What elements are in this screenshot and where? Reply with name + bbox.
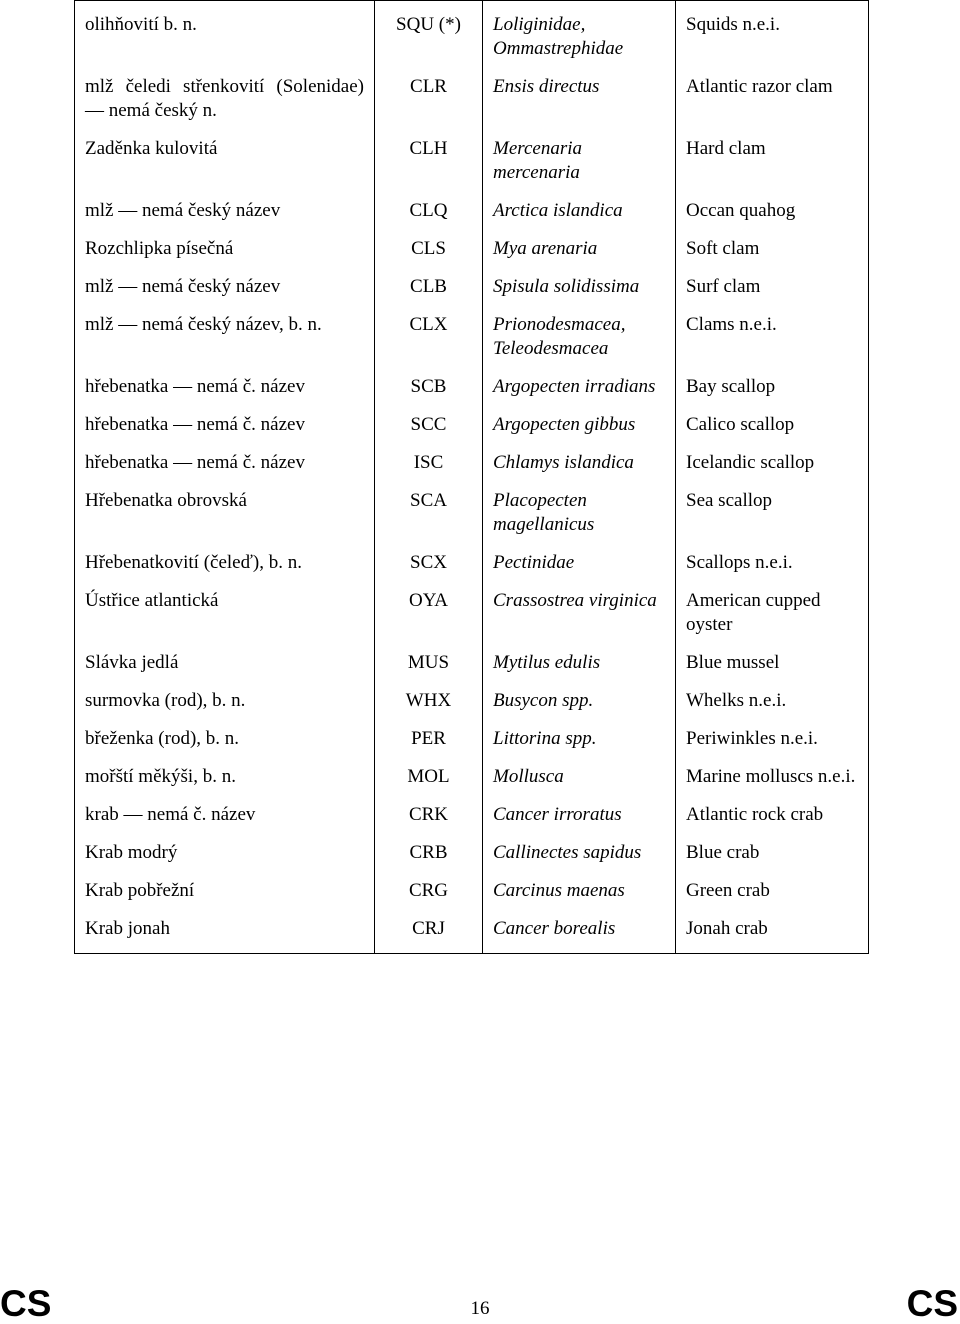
table-row xyxy=(75,365,869,403)
latin-name-cell: Mytilus edulis xyxy=(483,641,676,679)
table-row xyxy=(75,227,869,265)
czech-name-cell: mořští měkýši, b. n. xyxy=(75,755,375,793)
czech-name-cell: mlž — nemá český název xyxy=(75,265,375,303)
english-name-cell: Sea scallop xyxy=(676,479,869,541)
latin-name-cell: Cancer irroratus xyxy=(483,793,676,831)
latin-name-cell: Argopecten gibbus xyxy=(483,403,676,441)
english-name-cell: Calico scallop xyxy=(676,403,869,441)
english-name-cell: Icelandic scallop xyxy=(676,441,869,479)
species-table-body xyxy=(75,1,869,954)
table-row xyxy=(75,303,869,365)
czech-name-cell: hřebenatka — nemá č. název xyxy=(75,403,375,441)
table-row xyxy=(75,579,869,641)
language-mark-right: CS xyxy=(906,1283,958,1324)
table-row xyxy=(75,717,869,755)
latin-name-cell: Spisula solidissima xyxy=(483,265,676,303)
latin-name-cell: Busycon spp. xyxy=(483,679,676,717)
table-row xyxy=(75,65,869,127)
species-table-wrapper xyxy=(74,0,868,954)
table-row xyxy=(75,907,869,954)
latin-name-cell: Arctica islandica xyxy=(483,189,676,227)
english-name-cell: Atlantic rock crab xyxy=(676,793,869,831)
table-row xyxy=(75,265,869,303)
table-row xyxy=(75,189,869,227)
english-name-cell: Atlantic razor clam xyxy=(676,65,869,127)
latin-name-cell: Ensis directus xyxy=(483,65,676,127)
species-code-cell: CRB xyxy=(375,831,483,869)
czech-name-cell: krab — nemá č. název xyxy=(75,793,375,831)
english-name-cell: Blue mussel xyxy=(676,641,869,679)
czech-name-cell: Krab modrý xyxy=(75,831,375,869)
table-row xyxy=(75,127,869,189)
species-code-cell: SCX xyxy=(375,541,483,579)
latin-name-cell: Crassostrea virginica xyxy=(483,579,676,641)
english-name-cell: American cupped oyster xyxy=(676,579,869,641)
czech-name-cell: břeženka (rod), b. n. xyxy=(75,717,375,755)
latin-name-cell: Argopecten irradians xyxy=(483,365,676,403)
czech-name-cell: Ústřice atlantická xyxy=(75,579,375,641)
table-row xyxy=(75,541,869,579)
english-name-cell: Occan quahog xyxy=(676,189,869,227)
latin-name-cell: Cancer borealis xyxy=(483,907,676,954)
czech-name-cell: Slávka jedlá xyxy=(75,641,375,679)
latin-name-cell: Mollusca xyxy=(483,755,676,793)
latin-name-cell: Placopecten magellanicus xyxy=(483,479,676,541)
english-name-cell: Bay scallop xyxy=(676,365,869,403)
species-code-cell: CRJ xyxy=(375,907,483,954)
latin-name-cell: Chlamys islandica xyxy=(483,441,676,479)
table-row xyxy=(75,793,869,831)
english-name-cell: Squids n.e.i. xyxy=(676,1,869,66)
species-code-cell: SCB xyxy=(375,365,483,403)
species-code-cell: WHX xyxy=(375,679,483,717)
english-name-cell: Jonah crab xyxy=(676,907,869,954)
table-row xyxy=(75,679,869,717)
table-row xyxy=(75,831,869,869)
species-code-cell: SCA xyxy=(375,479,483,541)
czech-name-cell: Rozchlipka písečná xyxy=(75,227,375,265)
latin-name-cell: Loliginidae, Ommastrephidae xyxy=(483,1,676,66)
english-name-cell: Soft clam xyxy=(676,227,869,265)
czech-name-cell: hřebenatka — nemá č. název xyxy=(75,441,375,479)
english-name-cell: Surf clam xyxy=(676,265,869,303)
species-code-cell: PER xyxy=(375,717,483,755)
page-number: 16 xyxy=(470,1298,490,1319)
english-name-cell: Green crab xyxy=(676,869,869,907)
latin-name-cell: Mya arenaria xyxy=(483,227,676,265)
english-name-cell: Scallops n.e.i. xyxy=(676,541,869,579)
species-code-cell: CLX xyxy=(375,303,483,365)
table-row xyxy=(75,441,869,479)
latin-name-cell: Littorina spp. xyxy=(483,717,676,755)
english-name-cell: Clams n.e.i. xyxy=(676,303,869,365)
page-footer xyxy=(0,1284,960,1323)
table-row xyxy=(75,869,869,907)
species-code-cell: CLB xyxy=(375,265,483,303)
species-code-cell: OYA xyxy=(375,579,483,641)
english-name-cell: Whelks n.e.i. xyxy=(676,679,869,717)
species-code-cell: ISC xyxy=(375,441,483,479)
table-row xyxy=(75,755,869,793)
table-row xyxy=(75,641,869,679)
english-name-cell: Periwinkles n.e.i. xyxy=(676,717,869,755)
species-code-cell: MUS xyxy=(375,641,483,679)
species-table xyxy=(74,0,869,954)
english-name-cell: Hard clam xyxy=(676,127,869,189)
latin-name-cell: Callinectes sapidus xyxy=(483,831,676,869)
species-code-cell: MOL xyxy=(375,755,483,793)
czech-name-cell: hřebenatka — nemá č. název xyxy=(75,365,375,403)
language-mark-left: CS xyxy=(0,1283,52,1324)
latin-name-cell: Carcinus maenas xyxy=(483,869,676,907)
species-code-cell: CRK xyxy=(375,793,483,831)
species-code-cell: CLS xyxy=(375,227,483,265)
czech-name-cell: Hřebenatkovití (čeleď), b. n. xyxy=(75,541,375,579)
english-name-cell: Blue crab xyxy=(676,831,869,869)
species-code-cell: CLQ xyxy=(375,189,483,227)
table-row xyxy=(75,1,869,66)
czech-name-cell: olihňovití b. n. xyxy=(75,1,375,66)
czech-name-cell: Krab pobřežní xyxy=(75,869,375,907)
latin-name-cell: Pectinidae xyxy=(483,541,676,579)
czech-name-cell: mlž — nemá český název, b. n. xyxy=(75,303,375,365)
table-row xyxy=(75,479,869,541)
czech-name-cell: Zaděnka kulovitá xyxy=(75,127,375,189)
latin-name-cell: Mercenaria mercenaria xyxy=(483,127,676,189)
table-row xyxy=(75,403,869,441)
english-name-cell: Marine molluscs n.e.i. xyxy=(676,755,869,793)
czech-name-cell: Hřebenatka obrovská xyxy=(75,479,375,541)
czech-name-cell: mlž čeledi střenkovití (Solenidae) — nemá český n. xyxy=(75,65,375,127)
latin-name-cell: Prionodesmacea, Teleodesmacea xyxy=(483,303,676,365)
species-code-cell: SQU (*) xyxy=(375,1,483,66)
species-code-cell: CLR xyxy=(375,65,483,127)
species-code-cell: SCC xyxy=(375,403,483,441)
czech-name-cell: surmovka (rod), b. n. xyxy=(75,679,375,717)
czech-name-cell: Krab jonah xyxy=(75,907,375,954)
czech-name-cell: mlž — nemá český název xyxy=(75,189,375,227)
species-code-cell: CLH xyxy=(375,127,483,189)
species-code-cell: CRG xyxy=(375,869,483,907)
